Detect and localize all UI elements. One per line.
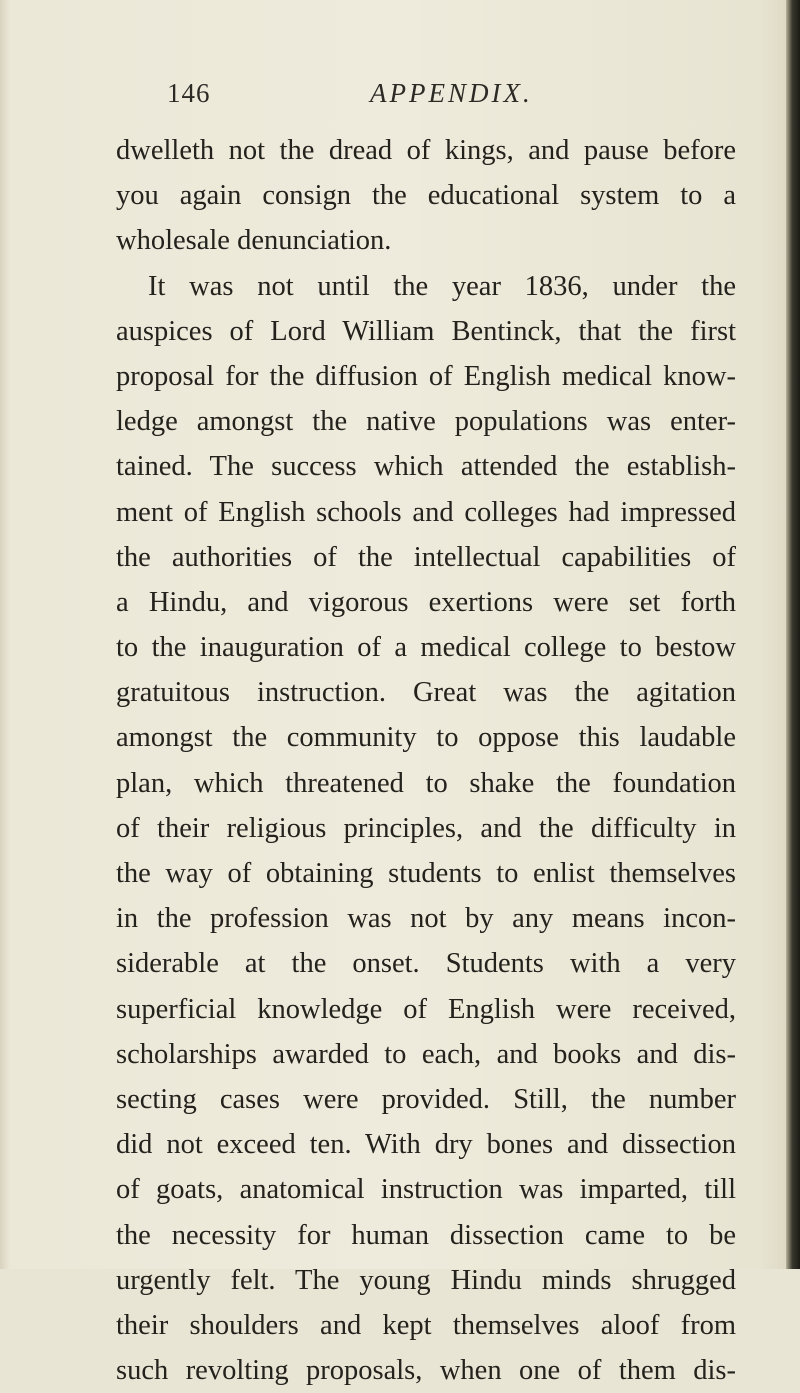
text-line: siderable at the onset. Students with a very: [116, 948, 736, 980]
text-line: plan, which threatened to shake the foundation: [116, 767, 736, 799]
text-line: of goats, anatomical instruction was imparted, till: [116, 1174, 736, 1206]
text-line: to the inauguration of a medical college to bestow: [116, 632, 736, 664]
text-line: proposal for the diffusion of English medical know-: [116, 360, 736, 392]
text-line: urgently felt. The young Hindu minds shrugged: [116, 1264, 736, 1296]
book-binding-edge: [786, 0, 800, 1269]
text-line: tained. The success which attended the establish-: [116, 451, 736, 483]
running-head-title: APPENDIX.: [370, 78, 533, 108]
text-line: you again consign the educational system to a: [116, 180, 736, 212]
text-line: superficial knowledge of English were received,: [116, 993, 736, 1025]
text-line: the way of obtaining students to enlist themselves: [116, 858, 736, 889]
text-line: scholarships awarded to each, and books and dis-: [116, 1038, 736, 1070]
running-head: [0, 78, 800, 118]
text-line: secting cases were provided. Still, the number: [116, 1083, 736, 1115]
text-line: did not exceed ten. With dry bones and dissection: [116, 1129, 736, 1161]
text-line: in the profession was not by any means incon-: [116, 903, 736, 935]
text-line: gratuitous instruction. Great was the agitation: [116, 677, 736, 709]
text-line: auspices of Lord William Bentinck, that the first: [116, 315, 736, 347]
text-line: amongst the community to oppose this laudable: [116, 722, 736, 754]
text-line: ment of English schools and colleges had impressed: [116, 496, 736, 528]
text-line: wholesale denunciation.: [116, 225, 392, 257]
text-line: their shoulders and kept themselves aloof from: [116, 1309, 736, 1341]
text-line: ledge amongst the native populations was enter-: [116, 406, 736, 438]
text-line: dwelleth not the dread of kings, and pause before: [116, 135, 736, 166]
page-left-shadow: [0, 0, 10, 1269]
text-line: It was not until the year 1836, under the: [148, 270, 736, 302]
text-line: such revolting proposals, when one of them dis-: [116, 1355, 736, 1387]
page-number: 146: [167, 78, 211, 108]
body-text: [116, 128, 736, 1393]
text-line: the necessity for human dissection came to be: [116, 1219, 736, 1251]
text-line: of their religious principles, and the difficulty in: [116, 812, 736, 844]
text-line: a Hindu, and vigorous exertions were set forth: [116, 586, 736, 618]
text-line: the authorities of the intellectual capabilities of: [116, 541, 736, 573]
